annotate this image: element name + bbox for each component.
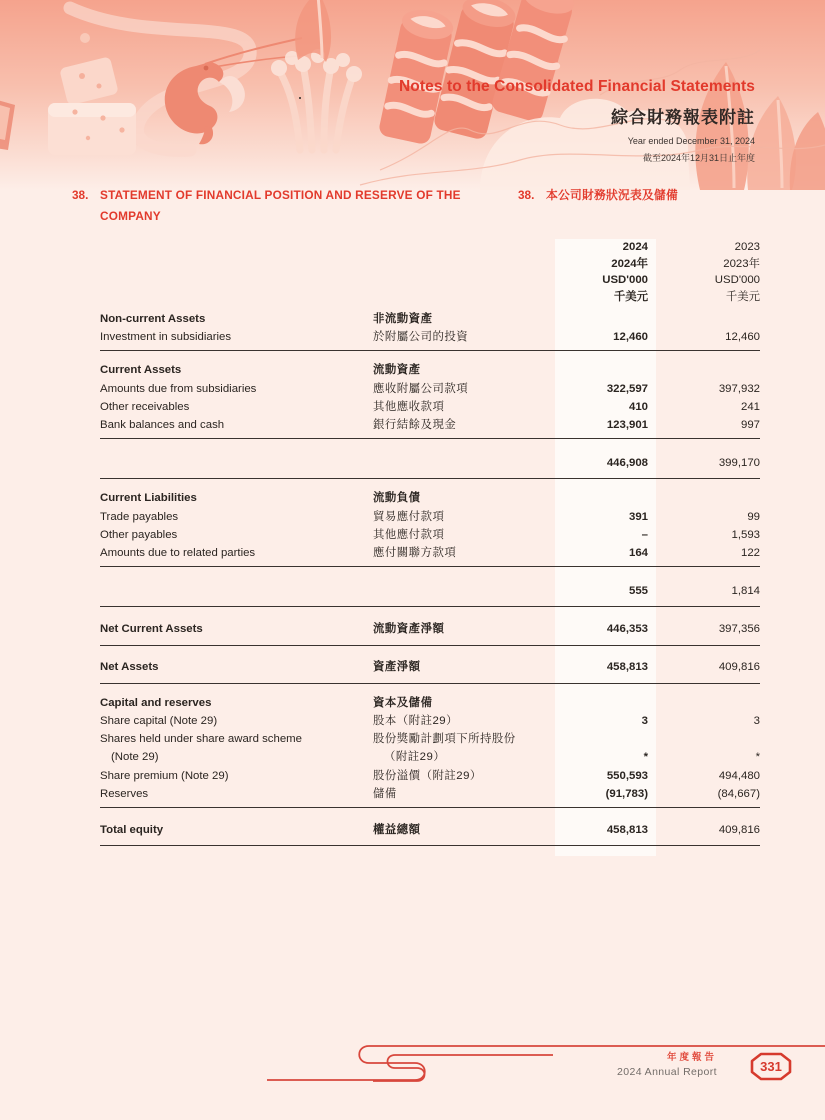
row-label-zh: 股份獎勵計劃項下所持股份 bbox=[373, 733, 516, 746]
row-label-zh: 流動資產淨額 bbox=[373, 622, 445, 635]
value-2023: 1,814 bbox=[731, 585, 760, 598]
report-label-en: 2024 Annual Report bbox=[616, 1066, 717, 1078]
report-label-zh: 年度報告 bbox=[666, 1052, 717, 1063]
value-2024: 550,593 bbox=[606, 769, 648, 782]
row-label-en: Other payables bbox=[100, 528, 178, 541]
section-heading-en bbox=[72, 185, 518, 227]
value-2024: 322,597 bbox=[606, 382, 648, 395]
row-label-zh: 股本（附註29） bbox=[373, 715, 459, 728]
value-2024 bbox=[555, 489, 656, 507]
table-row bbox=[100, 785, 760, 803]
row-label-en bbox=[100, 454, 373, 472]
value-2023: 241 bbox=[740, 400, 760, 413]
table-rule bbox=[100, 845, 760, 846]
page-title-zh: 綜合財務報表附註 bbox=[611, 108, 755, 127]
value-2024 bbox=[555, 310, 656, 328]
cloud-swirl-decoration bbox=[265, 1042, 825, 1088]
row-label-zh: 其他應收款項 bbox=[373, 400, 445, 413]
section-title-zh: 本公司財務狀況表及儲備 bbox=[546, 188, 678, 202]
value-2023 bbox=[656, 310, 760, 328]
page-number-badge bbox=[750, 1052, 792, 1081]
value-2023: 494,480 bbox=[718, 769, 760, 782]
table-row bbox=[100, 577, 760, 602]
financial-position-table bbox=[100, 239, 760, 856]
table-row bbox=[100, 508, 760, 526]
value-2023: * bbox=[755, 751, 760, 764]
table-row bbox=[100, 617, 760, 640]
table-row bbox=[100, 818, 760, 841]
row-label-zh: 銀行結餘及現金 bbox=[373, 419, 457, 432]
table-rows bbox=[100, 310, 760, 846]
value-2024 bbox=[555, 730, 656, 748]
table-row bbox=[100, 398, 760, 416]
period-en: Year ended December 31, 2024 bbox=[627, 136, 755, 146]
section-number-zh: 38. bbox=[518, 188, 535, 202]
row-label-zh bbox=[373, 582, 555, 600]
value-2024: 458,813 bbox=[606, 823, 648, 836]
page-footer bbox=[0, 1040, 825, 1100]
value-2023: 397,932 bbox=[718, 382, 760, 395]
row-label-en: Current Liabilities bbox=[100, 492, 197, 505]
value-2024 bbox=[555, 361, 656, 379]
row-label-en: Capital and reserves bbox=[100, 696, 212, 709]
report-label bbox=[617, 1049, 717, 1078]
row-label-en: Share premium (Note 29) bbox=[100, 769, 229, 782]
table-row bbox=[100, 328, 760, 346]
value-2024: 446,908 bbox=[606, 457, 648, 470]
table-row bbox=[100, 694, 760, 712]
value-2024: * bbox=[643, 751, 648, 764]
value-2023: (84,667) bbox=[717, 787, 760, 800]
value-2024: 446,353 bbox=[606, 622, 648, 635]
value-2024: 410 bbox=[628, 400, 648, 413]
table-rule bbox=[100, 350, 760, 351]
table-row bbox=[100, 656, 760, 679]
table-rule bbox=[100, 566, 760, 567]
page-number: 331 bbox=[760, 1059, 782, 1074]
row-label-zh: 貿易應付款項 bbox=[373, 510, 445, 523]
table-row bbox=[100, 526, 760, 544]
section-heading-zh bbox=[518, 185, 678, 227]
value-2023: 997 bbox=[740, 419, 760, 432]
table-rule bbox=[100, 606, 760, 607]
value-2024: 164 bbox=[628, 547, 648, 560]
page-title-en: Notes to the Consolidated Financial Statements bbox=[399, 78, 755, 95]
table-rule bbox=[100, 683, 760, 684]
label-column-spacer bbox=[373, 239, 555, 305]
row-label-zh: 於附屬公司的投資 bbox=[373, 331, 469, 344]
value-2024: – bbox=[641, 528, 648, 541]
row-label-zh: 權益總額 bbox=[373, 823, 421, 836]
page-header bbox=[399, 78, 755, 164]
table-row bbox=[100, 310, 760, 328]
label-column-spacer bbox=[100, 239, 373, 305]
value-2023: 99 bbox=[747, 510, 760, 523]
row-label-en: Net Current Assets bbox=[100, 622, 203, 635]
section-title-en: STATEMENT OF FINANCIAL POSITION AND RESERVE OF THE COMPANY bbox=[100, 188, 461, 223]
period-zh: 截至2024年12月31日止年度 bbox=[642, 153, 755, 163]
year-2024: 2024 bbox=[622, 241, 648, 253]
row-label-en bbox=[100, 582, 373, 600]
table-row bbox=[100, 449, 760, 474]
value-2024: 123,901 bbox=[606, 419, 648, 432]
row-label-zh: 股份溢價（附註29） bbox=[373, 769, 482, 782]
table-column-headers bbox=[100, 239, 760, 310]
value-2024: 3 bbox=[641, 715, 648, 728]
value-2023: 409,816 bbox=[718, 823, 760, 836]
value-2023: 397,356 bbox=[718, 622, 760, 635]
row-label-en: Net Assets bbox=[100, 661, 159, 674]
value-2024: 12,460 bbox=[613, 331, 648, 344]
row-label-zh: 資本及儲備 bbox=[373, 696, 433, 709]
unit-2024: USD'000 bbox=[602, 274, 648, 286]
row-label-zh: 流動資產 bbox=[373, 364, 421, 377]
row-label-en: Total equity bbox=[100, 823, 164, 836]
table-row bbox=[100, 489, 760, 507]
row-label-en: Current Assets bbox=[100, 364, 182, 377]
table-content bbox=[100, 239, 760, 846]
year-2023: 2023 bbox=[734, 241, 760, 253]
row-label-zh: 流動負債 bbox=[373, 492, 421, 505]
row-label-zh: （附註29） bbox=[384, 751, 446, 764]
value-2023 bbox=[656, 694, 760, 712]
row-label-en: Shares held under share award scheme bbox=[100, 733, 302, 746]
table-rule bbox=[100, 645, 760, 646]
row-label-zh: 儲備 bbox=[373, 787, 397, 800]
row-label-en: Other receivables bbox=[100, 400, 190, 413]
table-row bbox=[100, 361, 760, 379]
row-label-en: Bank balances and cash bbox=[100, 419, 225, 432]
table-row bbox=[100, 712, 760, 730]
value-2023: 122 bbox=[740, 547, 760, 560]
table-row bbox=[100, 748, 760, 766]
value-2023 bbox=[656, 730, 760, 748]
section-number: 38. bbox=[72, 188, 89, 202]
value-2023: 409,816 bbox=[718, 661, 760, 674]
value-2023 bbox=[656, 489, 760, 507]
column-header-2023 bbox=[656, 239, 760, 305]
row-label-en: Share capital (Note 29) bbox=[100, 715, 218, 728]
value-2023: 12,460 bbox=[725, 331, 760, 344]
row-label-en: Investment in subsidiaries bbox=[100, 331, 232, 344]
year-2024-zh: 2024年 bbox=[611, 257, 648, 270]
table-row bbox=[100, 544, 760, 562]
row-label-en: Amounts due to related parties bbox=[100, 547, 256, 560]
section-heading bbox=[72, 185, 760, 227]
row-label-en: Non-current Assets bbox=[100, 313, 206, 325]
bubble-dot bbox=[80, 33, 90, 43]
row-label-en: Reserves bbox=[100, 787, 149, 800]
row-label-zh: 應收附屬公司款項 bbox=[373, 382, 469, 395]
value-2024: 458,813 bbox=[606, 661, 648, 674]
year-2023-zh: 2023年 bbox=[723, 257, 760, 270]
unit-2023: USD'000 bbox=[714, 274, 760, 286]
value-2024: 391 bbox=[628, 510, 648, 523]
row-label-zh: 其他應付款項 bbox=[373, 528, 445, 541]
row-label-zh bbox=[373, 454, 555, 472]
value-2023: 3 bbox=[753, 715, 760, 728]
table-row bbox=[100, 730, 760, 748]
table-row bbox=[100, 380, 760, 398]
value-2024: (91,783) bbox=[605, 787, 648, 800]
table-rule bbox=[100, 438, 760, 439]
row-label-zh: 非流動資產 bbox=[373, 313, 433, 325]
value-2024: 555 bbox=[628, 585, 648, 598]
unit-2024-zh: 千美元 bbox=[613, 290, 648, 303]
unit-2023-zh: 千美元 bbox=[725, 290, 760, 303]
table-row bbox=[100, 416, 760, 434]
column-header-2024 bbox=[555, 239, 656, 305]
table-row bbox=[100, 767, 760, 785]
stray-mark bbox=[299, 97, 301, 99]
row-label-zh: 資產淨額 bbox=[373, 661, 421, 674]
table-rule bbox=[100, 807, 760, 808]
value-2023: 1,593 bbox=[731, 528, 760, 541]
table-rule bbox=[100, 478, 760, 479]
row-label-en: Amounts due from subsidiaries bbox=[100, 382, 257, 395]
row-label-zh: 應付關聯方款項 bbox=[373, 547, 457, 560]
value-2024 bbox=[555, 694, 656, 712]
value-2023 bbox=[656, 361, 760, 379]
row-label-en: Trade payables bbox=[100, 510, 179, 523]
row-label-en: (Note 29) bbox=[111, 751, 159, 764]
value-2023: 399,170 bbox=[718, 457, 760, 470]
